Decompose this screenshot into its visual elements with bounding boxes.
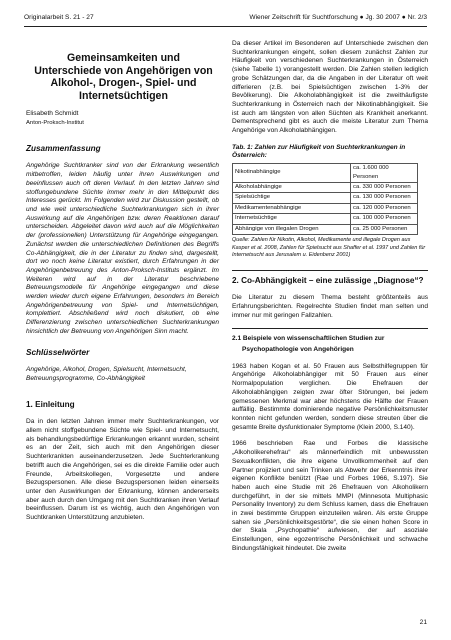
table-cell-label: Abhängige von illegalen Drogen xyxy=(233,224,351,235)
intro-paragraph: Da dieser Artikel im Besonderen auf Unterschiede zwischen den Suchterkrankungen eingeht, sollen diesem zunächst Zahlen zur Häufigkeit von verschiedenen Suchterkrankungen in Österreich (siehe Tabelle 1) vorangestellt werden. Die Zahlen stellen lediglich grobe Schätzungen dar, da die Angaben in der Literatur oft weit differieren (z.B. bei Spielsüchtigen zwischen 1-3% der Bevölkerung). Die Alkoholabhängigkeit ist die zweithäufigste Suchterkrankung in Österreich nach der Nikotinabhängigkeit. Sie ist auch am längsten von allen Süchten als Krankheit anerkannt. Dementsprechend gibt es auch die meiste Literatur zum Thema Angehörige von Alkoholabhängigen. xyxy=(232,40,428,135)
right-column xyxy=(232,40,428,562)
table-cell-label: Internetsüchtige xyxy=(233,214,351,225)
running-header xyxy=(24,14,427,26)
subsection-2-1-heading-line2: Psychopathologie von Angehörigen xyxy=(242,346,354,354)
table-cell-value: ca. 1.600 000 Personen xyxy=(351,164,418,182)
table-cell-value: ca. 130 000 Personen xyxy=(351,193,418,204)
article-title: Gemeinsamkeiten und Unterschiede von Angehörigen von Alkohol-, Drogen-, Spiel- und Internetsüchtigen xyxy=(34,52,213,102)
abstract-heading: Zusammenfassung xyxy=(26,143,101,153)
table-cell-label: Nikotinabhängige xyxy=(233,164,351,182)
subsection-rule xyxy=(232,328,428,329)
section-rule xyxy=(232,270,428,271)
section-1-heading: 1. Einleitung xyxy=(26,399,75,409)
header-rule xyxy=(24,26,427,27)
prevalence-table xyxy=(232,163,418,235)
left-column xyxy=(26,40,219,531)
subsection-2-1-heading-line1: 2.1 Beispiele von wissenschaftlichen Studien zur xyxy=(232,335,385,343)
table-row xyxy=(233,193,418,204)
table-source-note: Quelle: Zahlen für Nikotin, Alkohol, Medikamente und illegale Drogen aus Kasper et al. 2008, Zahlen für Spielsucht aus Shaffer et al. 1997 und Zahlen für Internetsucht aus Jerusalem u. Eidenbenz 2001) xyxy=(232,237,426,259)
paragraph-1966: 1966 beschrieben Rae und Forbes die klassische „Alkoholikerehefrau“ als männerfeindlich mit unbewussten Sexualkonflikten, die ihre eigene Unvollkommenheit auf den Partner projiziert und sein Trinken als Abwehr der Erkenntnis ihrer eigenen Konflikte benützt (Rae und Forbes 1966, S.197). Sie haben auch eine Studie mit 26 Ehefrauen von Alkoholikern durchgeführt, in der sie mittels MMPI (Minnesota Multiphasic Personality Inventory) zu dem Schluss kamen, dass die Ehefrauen in zwei bestimmte Gruppen einzuteilen wären. Als erste Gruppe sahen sie „Persönlichkeitsgestörte“, die sie einen hohen Score in der Skala „Psychopathie“ aufwiesen, der auf asoziale Einstellungen, eine egozentrische Persönlichkeit und schwache Bindungsfähigkeit hindeutet. Die zweite xyxy=(232,440,428,552)
table-cell-label: Spielsüchtige xyxy=(233,193,351,204)
keywords-heading: Schlüsselwörter xyxy=(26,347,90,357)
table-row xyxy=(233,203,418,214)
table-cell-value: ca. 120 000 Personen xyxy=(351,203,418,214)
table-row xyxy=(233,182,418,193)
paragraph-1963: 1963 haben Kogan et al. 50 Frauen aus Selbsthilfegruppen für Angehörige Alkoholabhängiger mit 50 Frauen aus einer Normalpopulation verglichen. Die Ehefrauen der Alkoholabhängigen zeigten zwar öfter Störungen, bei jedem gemessenen Merkmal war aber höchstens die Hälfte der Frauen auffällig. Bestimmte dominierende negative Persönlichkeitsmuster konnten nicht gefunden werden, sondern diese streuten über die gesamte Breite dysfunktionaler Symptome (Klein 2000, S.140). xyxy=(232,362,428,431)
author-institute: Anton-Proksch-Institut xyxy=(26,120,84,127)
table-cell-value: ca. 25 000 Personen xyxy=(351,224,418,235)
section-2-text: Die Literatur zu diesem Thema besteht größtenteils aus Erfahrungsberichten. Regelrechte Studien findet man selten und immer nur mit geringen Fallzahlen. xyxy=(232,294,428,319)
table-caption: Tab. 1: Zahlen zur Häufigkeit von Suchterkrankungen in Österreich: xyxy=(232,143,406,160)
keywords-text: Angehörige, Alkohol, Drogen, Spielsucht, Internetsucht, Betreuungsprogramme, Co-Abhängigkeit xyxy=(26,366,187,382)
table-row xyxy=(233,164,418,182)
author-name: Elisabeth Schmidt xyxy=(26,110,79,118)
table-cell-value: ca. 330 000 Personen xyxy=(351,182,418,193)
section-2-heading: 2. Co-Abhängigkeit – eine zulässige „Diagnose“? xyxy=(232,275,424,285)
table-row xyxy=(233,224,418,235)
table-cell-label: Medikamentenabhängige xyxy=(233,203,351,214)
header-left: Originalarbeit S. 21 - 27 xyxy=(24,14,94,21)
abstract-text: Angehörige Suchtkranker sind von der Erkrankung wesentlich mitbetroffen, leiden häufig unter ihren Auswirkungen und beeinflussen auch oft deren Verlauf. In den letzten Jahren sind stoffungebundene Süchte immer mehr in den Mittelpunkt des Interesses gerückt. Im Folgenden wird zur Diskussion gestellt, ob und wie weit unterschiedliche Suchterkrankungen sich in ihrer Auswirkung auf die Angehörigen bzw. deren Reaktionen darauf unterscheiden. Abgeleitet davon wird auch auf die Möglichkeiten der (professionellen) Unterstützung für Angehörige eingegangen. Zunächst werden die unterschiedlichen Definitionen des Begriffs Co-Abhängigkeit, die in der Literatur zu finden sind, dargestellt, dort wo noch keine Literatur existiert, durch Erfahrungen in der Angehörigenbetreuung des Anton-Proksch-Instituts ergänzt. Im Weiteren wird auf in der Literatur beschriebene Betreuungsmodelle für Angehörige eingegangen und diese werden wieder durch eigene Erfahrungen, besonders im Bereich Angehörigenbetreuung von Spiel- und Internetsüchtigen, komplettiert. Abschließend wird noch diskutiert, ob eine Differenzierung zwischen unterschiedlichen Suchterkrankungen hinsichtlich der Betreuung von Angehörigen Sinn macht. xyxy=(26,162,219,335)
table-cell-value: ca. 100 000 Personen xyxy=(351,214,418,225)
header-right: Wiener Zeitschrift für Suchtforschung ● Jg. 30 2007 ● Nr. 2/3 xyxy=(249,14,427,21)
table-row xyxy=(233,214,418,225)
section-1-text: Da in den letzten Jahren immer mehr Suchterkrankungen, vor allem nicht stoffgebundene Süchte wie Spiel- und Internetsucht, als behandlungsbedürftige Erkrankungen erkannt wurden, scheint es an der Zeit, sich auch mit den Angehörigen dieser Suchterkrankten auseinanderzusetzen. Jede Suchterkrankung betrifft auch die Angehörigen, sei es die direkte Familie oder auch Freunde, Arbeitskollegen, Vorgesetzte und andere Bezugspersonen. Alle diese Bezugspersonen leiden einerseits unter den Auswirkungen der Erkrankung, können andererseits aber auch durch den Umgang mit den Suchtkranken ihren Verlauf beeinflussen. Darum ist es wichtig, auch den Angehörigen von Suchtkranken Unterstützung anzubieten. xyxy=(26,418,219,522)
page-number: 21 xyxy=(419,619,427,626)
table-cell-label: Alkoholabhängige xyxy=(233,182,351,193)
